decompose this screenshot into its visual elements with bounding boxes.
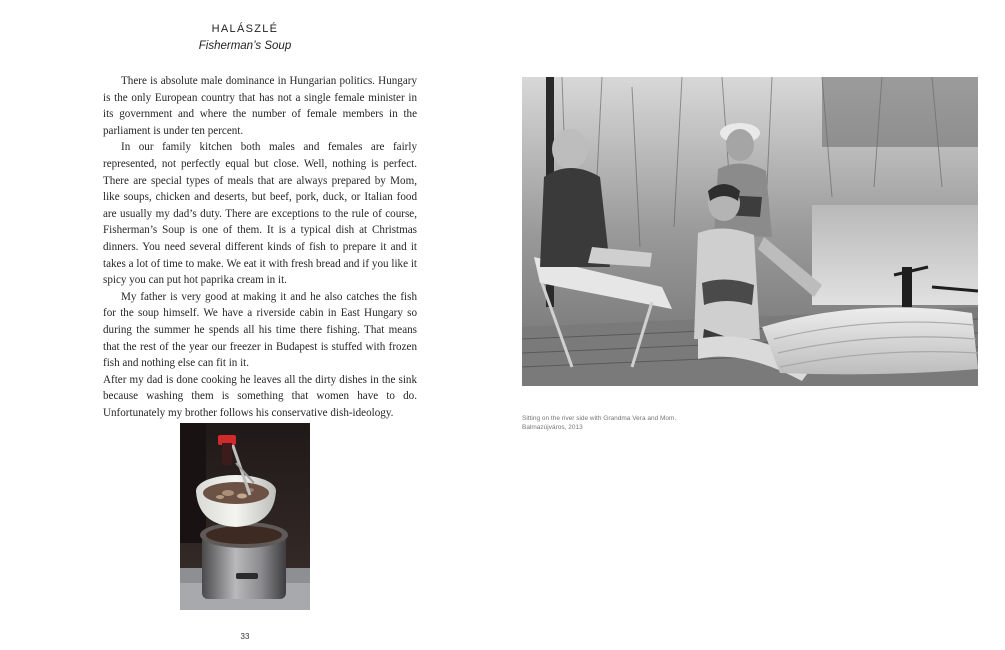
page-number: 33: [240, 632, 250, 641]
body-text: [103, 73, 417, 421]
caption-line: Sitting on the river side with Grandma Vera and Mom.: [522, 415, 677, 422]
recipe-subtitle: Fisherman’s Soup: [198, 40, 292, 52]
paragraph: My father is very good at making it and he also catches the fish for the soup himself. We have a riverside cabin in East Hungary so during the summer he spends all his time there fishing. That means that the rest of the year our freezer in Budapest is stuffed with frozen fish and nothing else can fit in it.: [103, 290, 417, 370]
soup-pot-photo: [180, 423, 310, 610]
recipe-title: HALÁSZLÉ: [211, 23, 279, 35]
paragraph: After my dad is done cooking he leaves all the dirty dishes in the sink because washing them is something that women have to do. Unfortunately my brother follows his conservative dish-ideology.: [103, 373, 417, 419]
paragraph: There is absolute male dominance in Hungarian politics. Hungary is the only European country that has not a single female minister in its government and where the number of female members in the parliament is under ten percent.: [103, 75, 417, 137]
caption-line: Balmazújváros, 2013: [522, 424, 583, 431]
photo-caption: [522, 414, 742, 432]
riverside-family-photo: [522, 77, 978, 386]
paragraph: In our family kitchen both males and females are fairly represented, not perfectly equal but close. Well, nothing is perfect. There are special types of meals that are always prepared by Mom, like soups, chicken and deserts, but beef, pork, duck, or Italian food are usually my dad’s duty. There are exceptions to the rule of course, Fisherman’s Soup is one of them. It is a typical dish at Christmas dinners. You need several different kinds of fish to prepare it and it takes a lot of time to make. We eat it with fresh bread and if you like it spicy you can put hot paprika cream in it.: [103, 141, 417, 287]
